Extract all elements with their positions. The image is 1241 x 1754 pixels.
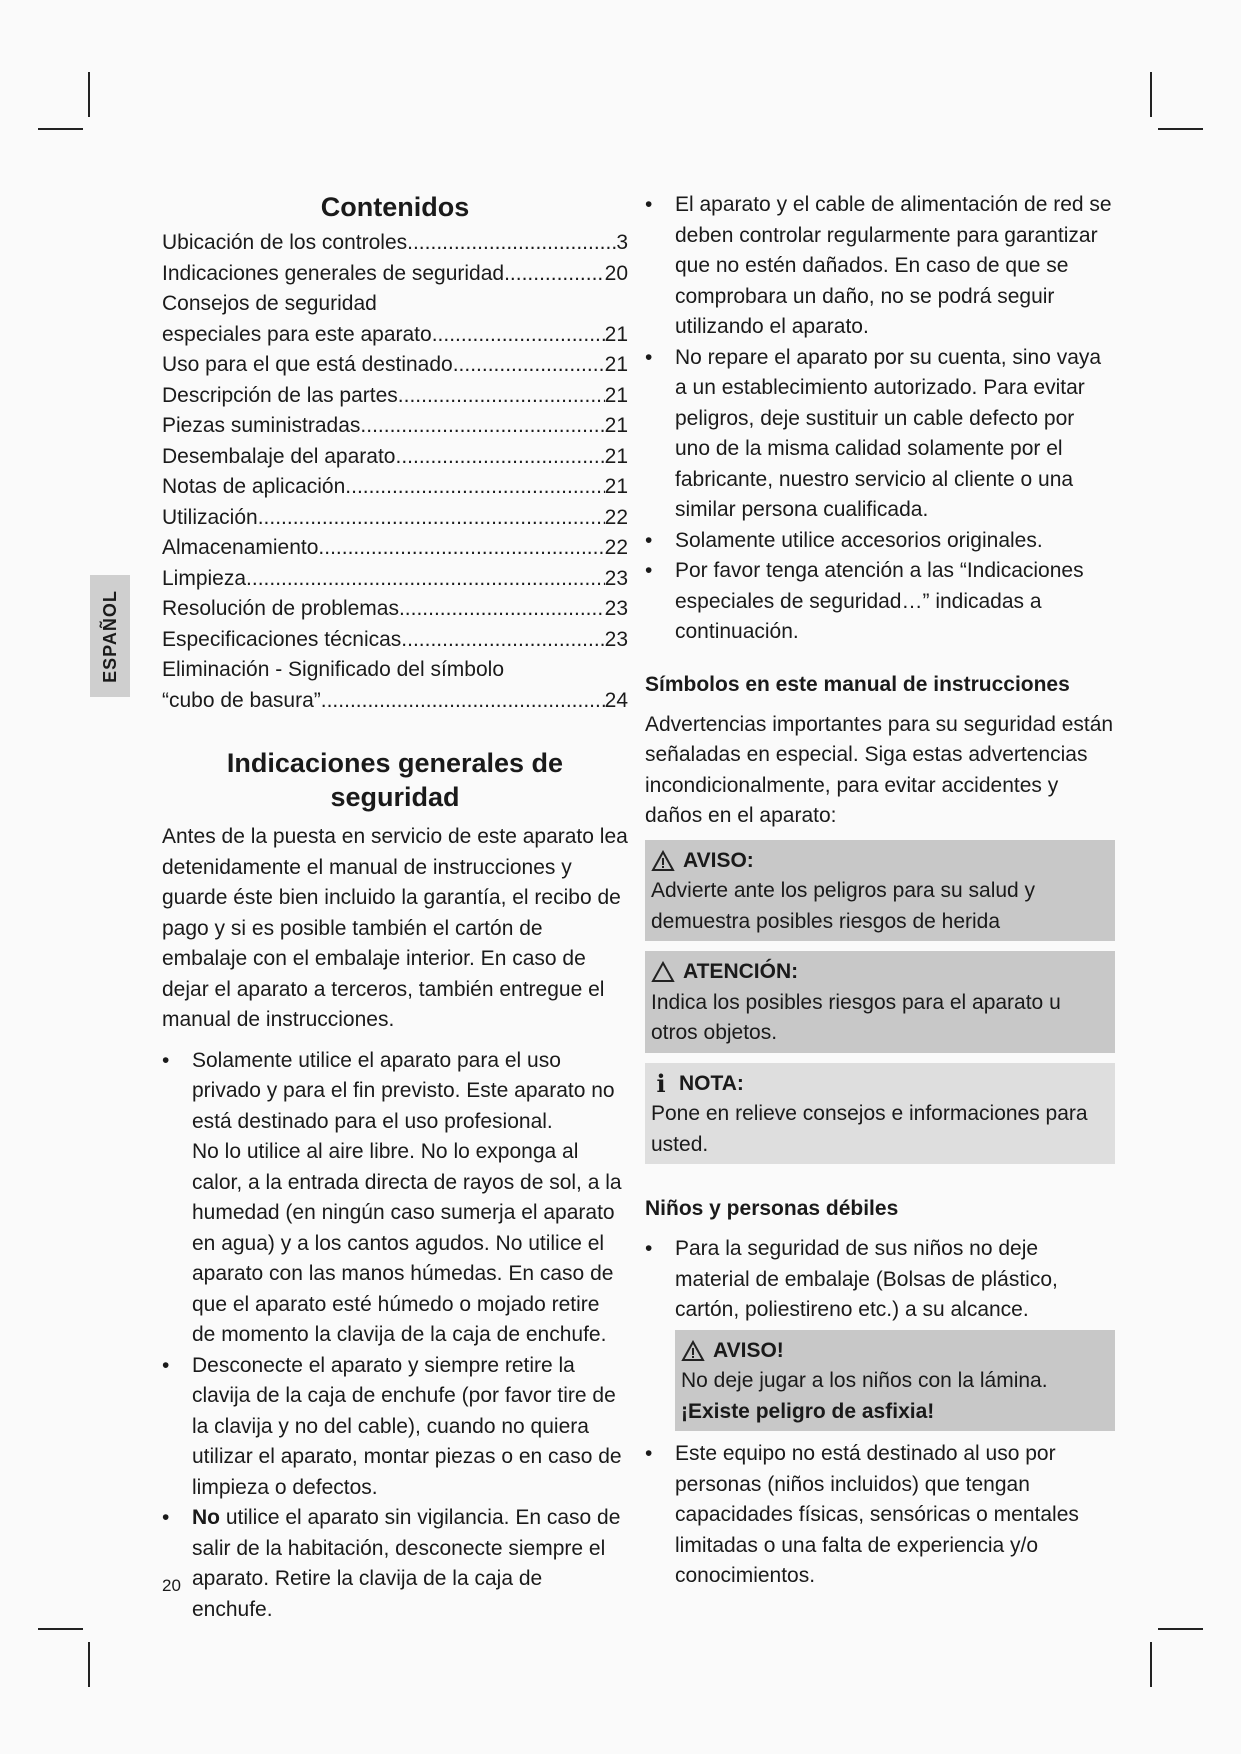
children-bullet-list-2 <box>645 1439 1115 1592</box>
list-item: • Este equipo no está destinado al uso por personas (niños incluidos) que tengan capacidades físicas, sensóricas o mentales limitadas o una falta de experiencia y/o conocimientos. <box>645 1439 1115 1592</box>
nota-box <box>645 1063 1115 1165</box>
toc-entry[interactable]: Almacenamiento ..... 22 <box>162 533 628 564</box>
toc-entry[interactable]: especiales para este aparato ..... 21 <box>162 320 628 351</box>
crop-mark <box>38 128 83 130</box>
safety-intro: Antes de la puesta en servicio de este aparato lea detenidamente el manual de instrucciones y guarde éste bien incluido la garantía, el recibo de pago y si es posible también el cartón de embalaje con el embalaje interior. En caso de dejar el aparato a terceros, también entregue el manual de instrucciones. <box>162 825 628 1031</box>
toc-entry[interactable]: Indicaciones generales de seguridad ..... 20 <box>162 259 628 290</box>
list-item: • Por favor tenga atención a las “Indicaciones especiales de seguridad…” indicadas a continuación. <box>645 556 1115 648</box>
list-item: • El aparato y el cable de alimentación de red se deben controlar regularmente para garantizar que no estén dañados. En caso de que se comprobara un daño, no se podrá seguir utilizando el aparato. <box>645 190 1115 343</box>
table-of-contents <box>162 228 628 716</box>
crop-mark <box>1150 72 1152 117</box>
aviso2-text: No deje jugar a los niños con la lámina. <box>681 1369 1048 1392</box>
toc-entry[interactable]: Consejos de seguridad <box>162 292 377 315</box>
nota-label: NOTA: <box>679 1071 744 1095</box>
bullet-text: • Solamente utilice el aparato para el uso privado y para el fin previsto. Este aparato no está destinado para el uso profesional. <box>192 1048 615 1133</box>
toc-entry[interactable]: Limpieza ..... 23 <box>162 564 628 595</box>
symbols-intro: Advertencias importantes para su seguridad están señaladas en especial. Siga estas advertencias incondicionalmente, para evitar accidentes y daños en el aparato: <box>645 712 1114 827</box>
caution-triangle-icon <box>651 961 675 983</box>
crop-mark <box>1150 1642 1152 1687</box>
safety-bullet-list <box>162 1046 628 1626</box>
aviso-asfixia-box <box>675 1330 1115 1432</box>
right-column <box>645 190 1115 1592</box>
aviso-text: Advierte ante los peligros para su salud y demuestra posibles riesgos de herida <box>651 879 1036 933</box>
toc-entry[interactable]: Notas de aplicación ..... 21 <box>162 472 628 503</box>
children-bullet-list <box>645 1234 1115 1326</box>
symbols-heading: Símbolos en este manual de instrucciones <box>645 672 1070 696</box>
info-icon: i <box>656 1068 666 1098</box>
toc-entry[interactable]: Especificaciones técnicas ..... 23 <box>162 625 628 656</box>
toc-entry[interactable]: Piezas suministradas ..... 21 <box>162 411 628 442</box>
aviso2-bold-text: ¡Existe peligro de asfixia! <box>681 1399 935 1423</box>
safety-heading: Indicaciones generales de seguridad <box>226 748 564 812</box>
toc-entry[interactable]: Utilización ..... 22 <box>162 503 628 534</box>
warning-triangle-icon <box>681 1340 705 1362</box>
bullet-text: No lo utilice al aire libre. No lo exponga al calor, a la entrada directa de rayos de sol, a la humedad (en ningún caso sumerja el aparato en agua) y a los cantos agudos. No utilice el aparato con las manos húmedas. En caso de que el aparato esté húmedo o mojado retire de momento la clavija de la caja de enchufe. <box>192 1140 622 1346</box>
toc-entry[interactable]: Uso para el que está destinado ..... 21 <box>162 350 628 381</box>
language-tab <box>90 575 130 697</box>
aviso-box <box>645 840 1115 942</box>
list-item <box>162 1046 628 1351</box>
aviso2-label: AVISO! <box>713 1338 784 1362</box>
aviso-label: AVISO: <box>683 848 754 872</box>
language-tab-label: ESPAÑOL <box>99 589 120 683</box>
toc-entry[interactable]: Resolución de problemas ..... 23 <box>162 594 628 625</box>
crop-mark <box>88 72 90 117</box>
list-item: • Para la seguridad de sus niños no deje material de embalaje (Bolsas de plástico, cartón, poliestireno etc.) a su alcance. <box>645 1234 1115 1326</box>
left-column <box>162 190 628 1625</box>
toc-entry[interactable]: “cubo de basura” ..... 24 <box>162 686 628 717</box>
list-item: • Desconecte el aparato y siempre retire la clavija de la caja de enchufe (por favor tire de la clavija y no del cable), cuando no quiera utilizar el aparato, montar piezas o en caso de limpieza o defectos. <box>162 1351 628 1504</box>
atencion-box <box>645 951 1115 1053</box>
page-number: 20 <box>162 1576 181 1595</box>
crop-mark <box>1158 1628 1203 1630</box>
list-item: • No repare el aparato por su cuenta, sino vaya a un establecimiento autorizado. Para evitar peligros, deje sustituir un cable defecto por uno de la misma calidad solamente por el fabricante, nuestro servicio al cliente o una similar persona cualificada. <box>645 343 1115 526</box>
warning-triangle-icon <box>651 850 675 872</box>
list-item: • Solamente utilice accesorios originales. <box>645 526 1115 557</box>
crop-mark <box>88 1642 90 1687</box>
safety-bullet-list-continued <box>645 190 1115 648</box>
nota-text: Pone en relieve consejos e informaciones para usted. <box>651 1102 1088 1156</box>
crop-mark <box>38 1628 83 1630</box>
toc-entry[interactable]: Eliminación - Significado del símbolo <box>162 658 504 681</box>
toc-entry[interactable]: Desembalaje del aparato ..... 21 <box>162 442 628 473</box>
toc-entry[interactable]: Descripción de las partes ..... 21 <box>162 381 628 412</box>
atencion-label: ATENCIÓN: <box>683 960 799 983</box>
atencion-text: Indica los posibles riesgos para el aparato u otros objetos. <box>651 990 1061 1044</box>
list-item: • No utilice el aparato sin vigilancia. En caso de salir de la habitación, desconecte siempre el aparato. Retire la clavija de la caja de enchufe. <box>162 1503 628 1625</box>
children-heading: Niños y personas débiles <box>645 1197 899 1220</box>
crop-mark <box>1158 128 1203 130</box>
toc-entry[interactable]: Ubicación de los controles ..... 3 <box>162 228 628 259</box>
toc-title: Contenidos <box>320 192 470 222</box>
